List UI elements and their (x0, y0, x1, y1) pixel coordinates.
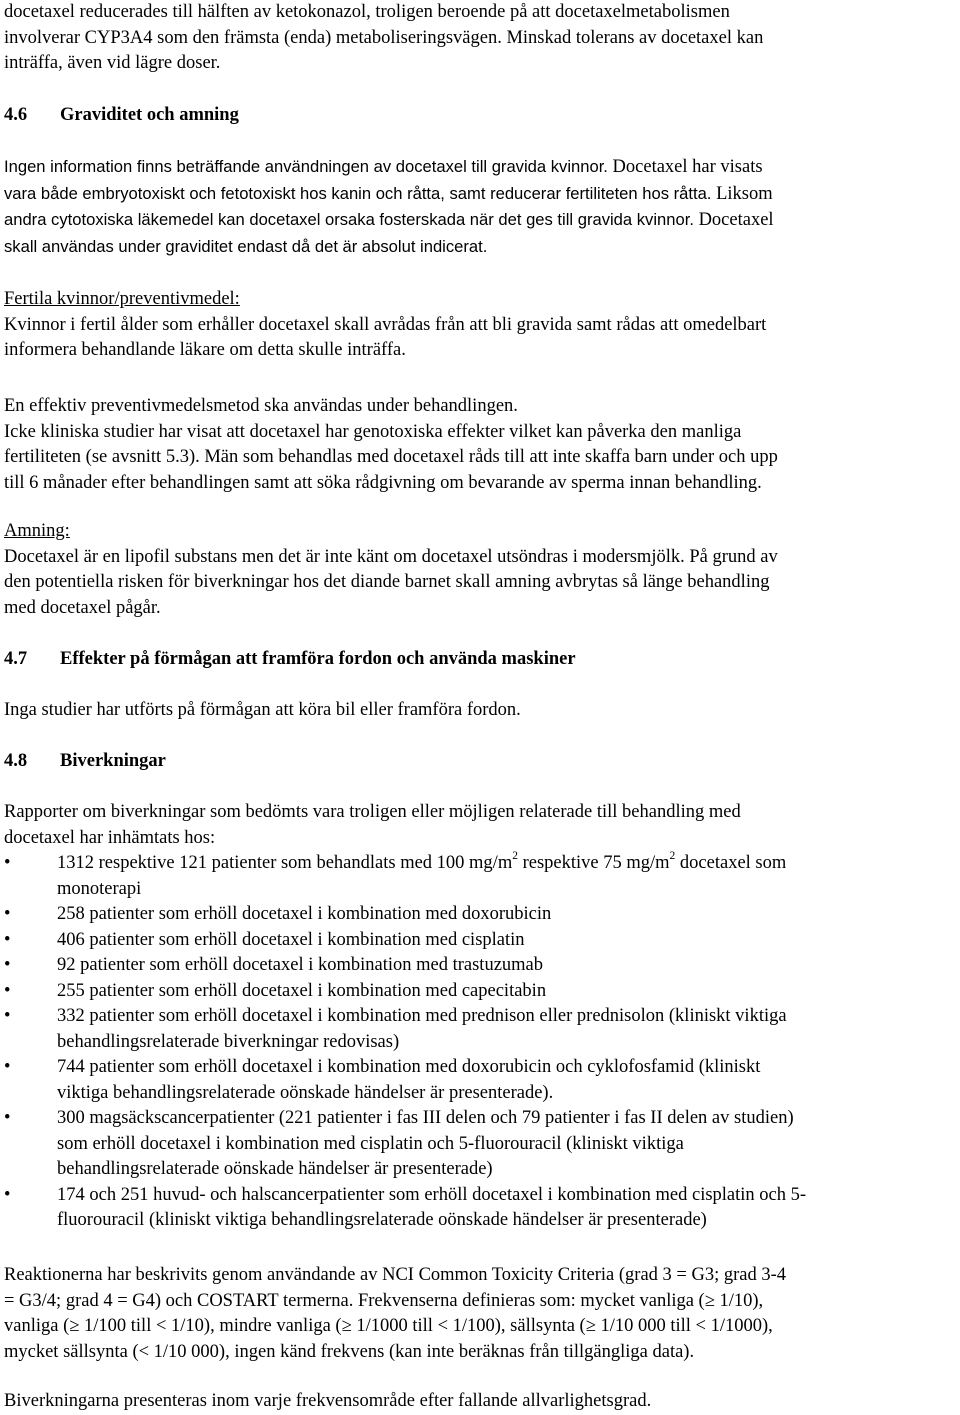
list-item (4, 902, 956, 928)
list-item (4, 928, 956, 954)
text-line: involverar CYP3A4 som den främsta (enda) metaboliseringsvägen. Minskad tolerans av docetaxel kan (4, 27, 764, 48)
fertile-women-block (4, 287, 766, 364)
text-line: docetaxel har inhämtats hos: (4, 827, 216, 848)
bullet-icon: • (4, 1006, 11, 1026)
list-item (4, 953, 956, 979)
text-line: med docetaxel pågår. (4, 597, 161, 618)
list-item-line: 744 patienter som erhöll docetaxel i kombination med doxorubicin och cyklofosfamid (kliniskt (57, 1057, 761, 1077)
list-item (4, 1004, 956, 1055)
section-number: 4.8 (4, 751, 28, 771)
list-item-line: 406 patienter som erhöll docetaxel i kombination med cisplatin (57, 929, 525, 950)
bullet-icon: • (4, 904, 11, 924)
bullet-icon: • (4, 1108, 11, 1128)
text-line: informera behandlande läkare om detta skulle inträffa. (4, 340, 406, 360)
subheading-breastfeeding: Amning: (4, 521, 70, 541)
list-item-line: 174 och 251 huvud- och halscancerpatienter som erhöll docetaxel i kombination med cisplatin och 5- (57, 1184, 807, 1205)
section-heading-4-8 (4, 749, 166, 774)
section-title: Graviditet och amning (60, 105, 239, 125)
text-line: vanliga (≥ 1/100 till < 1/10), mindre vanliga (≥ 1/1000 till < 1/100), sällsynta (≥ 1/10 000 till < 1/1000), (4, 1316, 773, 1336)
section-number: 4.6 (4, 105, 28, 125)
text-line: Docetaxel är en lipofil substans men det är inte känt om docetaxel utsöndras i modersmjölk. På grund av (4, 546, 778, 567)
text-line: till 6 månader efter behandlingen samt att söka rådgivning om bevarande av sperma innan behandling. (4, 472, 762, 493)
adverse-reactions-intro (4, 800, 741, 851)
patient-group-list (4, 851, 956, 1234)
driving-paragraph: Inga studier har utförts på förmågan att köra bil eller framföra fordon. (4, 700, 521, 720)
text-line: Rapporter om biverkningar som bedömts vara troligen eller möjligen relaterade till behandling med (4, 802, 741, 822)
text-line: Reaktionerna har beskrivits genom användande av NCI Common Toxicity Criteria (grad 3 = G3; grad 3-4 (4, 1265, 787, 1285)
text-line: mycket sällsynta (< 1/10 000), ingen känd frekvens (kan inte beräknas från tillgängliga data). (4, 1341, 695, 1362)
breastfeeding-block (4, 519, 778, 621)
bullet-icon: • (4, 1184, 11, 1205)
list-item-line: behandlingsrelaterade oönskade händelser är presenterade) (57, 1159, 493, 1179)
text-line: Icke kliniska studier har visat att docetaxel har genotoxiska effekter vilket kan påverka den manliga (4, 421, 742, 442)
nci-paragraph (4, 1263, 786, 1365)
list-item-line: som erhöll docetaxel i kombination med cisplatin och 5-fluorouracil (kliniskt viktiga (57, 1133, 684, 1154)
list-item-line: 255 patienter som erhöll docetaxel i kombination med capecitabin (57, 980, 547, 1001)
list-item (4, 1106, 956, 1183)
text-line: Ingen information finns beträffande användningen av docetaxel till gravida kvinnor. Docetaxel har visats (4, 157, 763, 177)
subheading-fertile-women: Fertila kvinnor/preventivmedel: (4, 289, 240, 309)
list-item-line: behandlingsrelaterade biverkningar redovisas) (57, 1031, 400, 1052)
text-line: skall användas under graviditet endast då det är absolut indicerat. (4, 236, 488, 256)
final-paragraph: Biverkningarna presenteras inom varje frekvensområde efter fallande allvarlighetsgrad. (4, 1391, 652, 1411)
text-line: inträffa, även vid lägre doser. (4, 53, 221, 73)
section-title: Effekter på förmågan att framföra fordon och använda maskiner (60, 649, 576, 669)
list-item-line: 332 patienter som erhöll docetaxel i kombination med prednison eller prednisolon (kliniskt viktiga (57, 1006, 787, 1026)
bullet-icon: • (4, 853, 11, 873)
list-item: • 1312 respektive 121 patienter som behandlats med 100 $mg/m^2$ respektive 75 $mg/m^2$ docetaxel som monoterapi (4, 849, 787, 899)
section-title: Biverkningar (60, 751, 166, 771)
contraception-paragraph (4, 394, 778, 496)
section-number: 4.7 (4, 649, 28, 669)
text-line: docetaxel reducerades till hälften av ketokonazol, troligen beroende på att docetaxelmetabolismen (4, 2, 730, 22)
list-item-line: viktiga behandlingsrelaterade oönskade händelser är presenterade). (57, 1082, 554, 1103)
bullet-icon: • (4, 980, 11, 1001)
text-line: andra cytotoxiska läkemedel kan docetaxel orsaka fosterskada när det ges till gravida kvinnor. Docetaxel (4, 210, 774, 230)
list-item-line: fluorouracil (kliniskt viktiga behandlingsrelaterade oönskade händelser är presenterade) (57, 1210, 707, 1230)
text-line: vara både embryotoxiskt och fetotoxiskt hos kanin och råtta, samt reducerar fertiliteten hos råtta. Liksom (4, 183, 773, 204)
text-line: Kvinnor i fertil ålder som erhåller docetaxel skall avrådas från att bli gravida samt rådas att omedelbart (4, 314, 767, 335)
list-item-line: 300 magsäckscancerpatienter (221 patienter i fas III delen och 79 patienter i fas II delen av studien) (57, 1108, 794, 1128)
bullet-icon: • (4, 1057, 11, 1077)
list-item (4, 1055, 956, 1106)
bullet-icon: • (4, 929, 11, 950)
text-line: = G3/4; grad 4 = G4) och COSTART termerna. Frekvenserna definieras som: mycket vanliga (≥ 1/10), (4, 1290, 764, 1311)
list-item (4, 979, 956, 1005)
section-heading-4-7 (4, 647, 576, 672)
list-item-line: 92 patienter som erhöll docetaxel i kombination med trastuzumab (57, 955, 544, 975)
list-item (4, 1183, 956, 1234)
intro-paragraph (4, 0, 763, 77)
section-heading-4-6 (4, 103, 239, 128)
list-item-line: 258 patienter som erhöll docetaxel i kombination med doxorubicin (57, 904, 552, 924)
text-line: fertiliteten (se avsnitt 5.3). Män som behandlas med docetaxel råds till att inte skaffa barn under och upp (4, 447, 778, 467)
bullet-icon: • (4, 955, 11, 975)
text-line: En effektiv preventivmedelsmetod ska användas under behandlingen. (4, 396, 518, 416)
text-line: den potentiella risken för biverkningar hos det diande barnet skall amning avbrytas så länge behandling (4, 572, 770, 592)
pregnancy-paragraph (4, 154, 956, 260)
